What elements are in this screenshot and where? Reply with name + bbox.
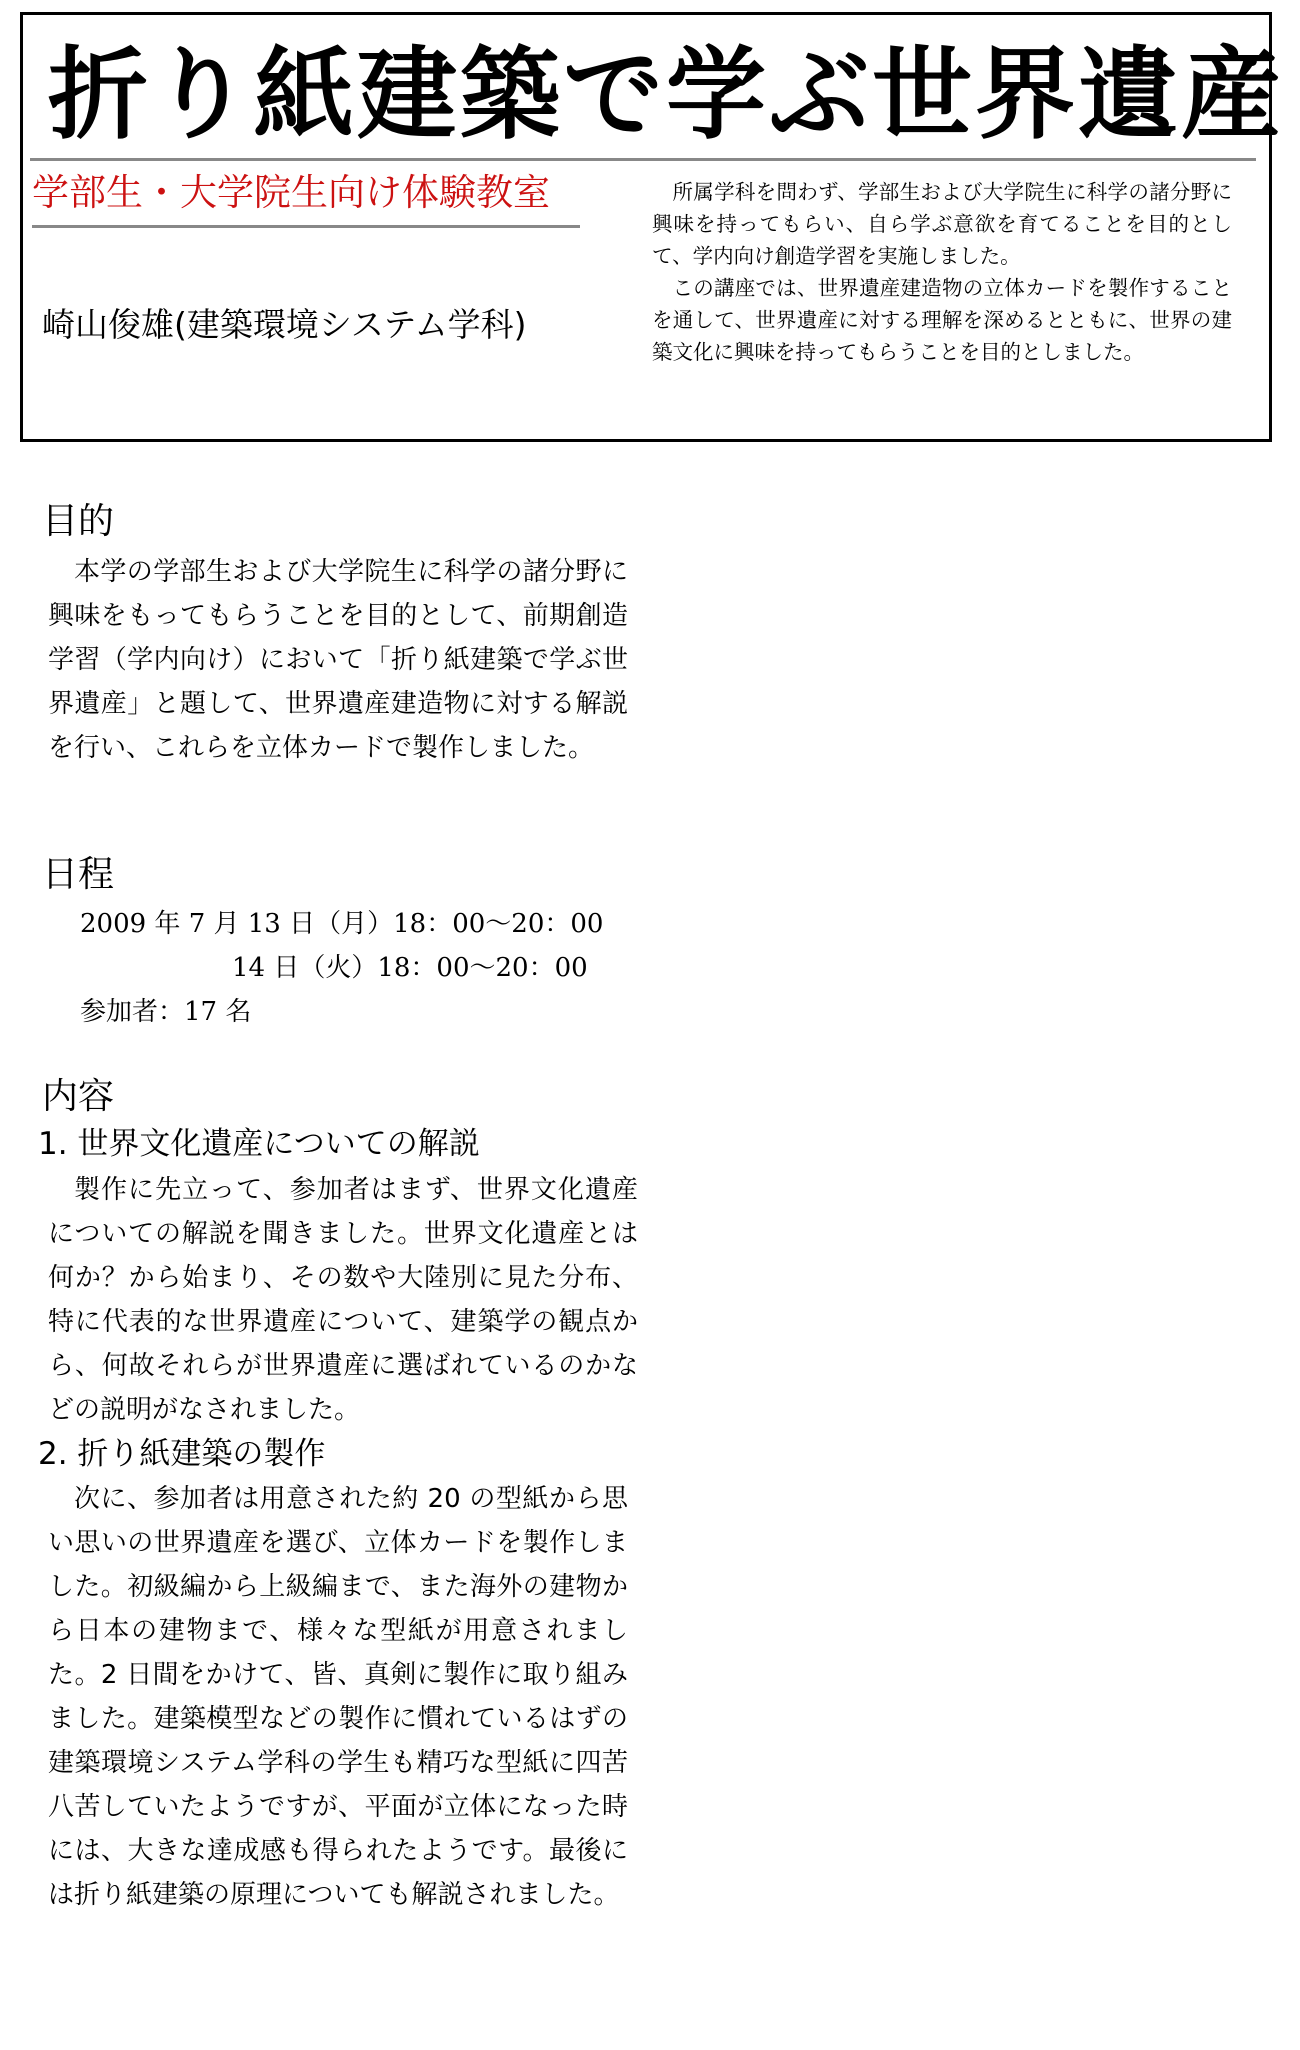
- section-1-title: 1. 世界文化遺産についての解説: [38, 1126, 480, 1162]
- author: 崎山俊雄(建築環境システム学科): [42, 305, 527, 344]
- purpose-text: 本学の学部生および大学院生に科学の諸分野に興味をもってもらうことを目的として、前期創造学習（学内向け）において「折り紙建築で学ぶ世界遺産」と題して、世界遺産建造物に対する解説を行い、これらを立体カードで製作しました。: [48, 557, 628, 763]
- purpose-heading: 目的: [42, 501, 115, 542]
- schedule-heading: 日程: [42, 854, 115, 895]
- summary-paragraph: 所属学科を問わず、学部生および大学院生に科学の諸分野に興味を持ってもらい、自ら学ぶ意欲を育てることを目的として、学内向け創造学習を実施しました。: [652, 180, 1232, 268]
- summary: [652, 176, 1232, 426]
- content-heading: 内容: [42, 1076, 115, 1117]
- subtitle: 学部生・大学院生向け体験教室: [32, 171, 550, 214]
- section-2-title: 2. 折り紙建築の製作: [38, 1436, 326, 1472]
- section-1-text: 製作に先立って、参加者はまず、世界文化遺産についての解説を聞きました。世界文化遺産とは何か？から始まり、その数や大陸別に見た分布、特に代表的な世界遺産について、建築学の観点から、何故それらが世界遺産に選ばれているのかなどの説明がなされました。: [48, 1175, 638, 1425]
- summary-paragraph: この講座では、世界遺産建造物の立体カードを製作することを通して、世界遺産に対する理解を深めるとともに、世界の建築文化に興味を持ってもらうことを目的としました。: [652, 276, 1232, 364]
- title-divider: [30, 158, 1256, 161]
- page-title: 折り紙建築で学ぶ世界遺産: [48, 36, 1284, 153]
- participants: 参加者：17 名: [80, 997, 252, 1027]
- schedule-day1: 2009 年 7 月 13 日（月）18：00〜20：00: [80, 909, 604, 939]
- subtitle-divider: [32, 225, 580, 228]
- section-2-text: 次に、参加者は用意された約 20 の型紙から思い思いの世界遺産を選び、立体カードを製作しました。初級編から上級編まで、また海外の建物から日本の建物まで、様々な型紙が用意されました。2 日間をかけて、皆、真剣に製作に取り組みました。建築模型などの製作に慣れているはずの建築環境システム学科の学生も精巧な型紙に四苦八苦していたようですが、平面が立体になった時には、大きな達成感も得られたようです。最後には折り紙建築の原理についても解説されました。: [48, 1484, 628, 1910]
- schedule-day2: 14 日（火）18：00〜20：00: [232, 953, 588, 983]
